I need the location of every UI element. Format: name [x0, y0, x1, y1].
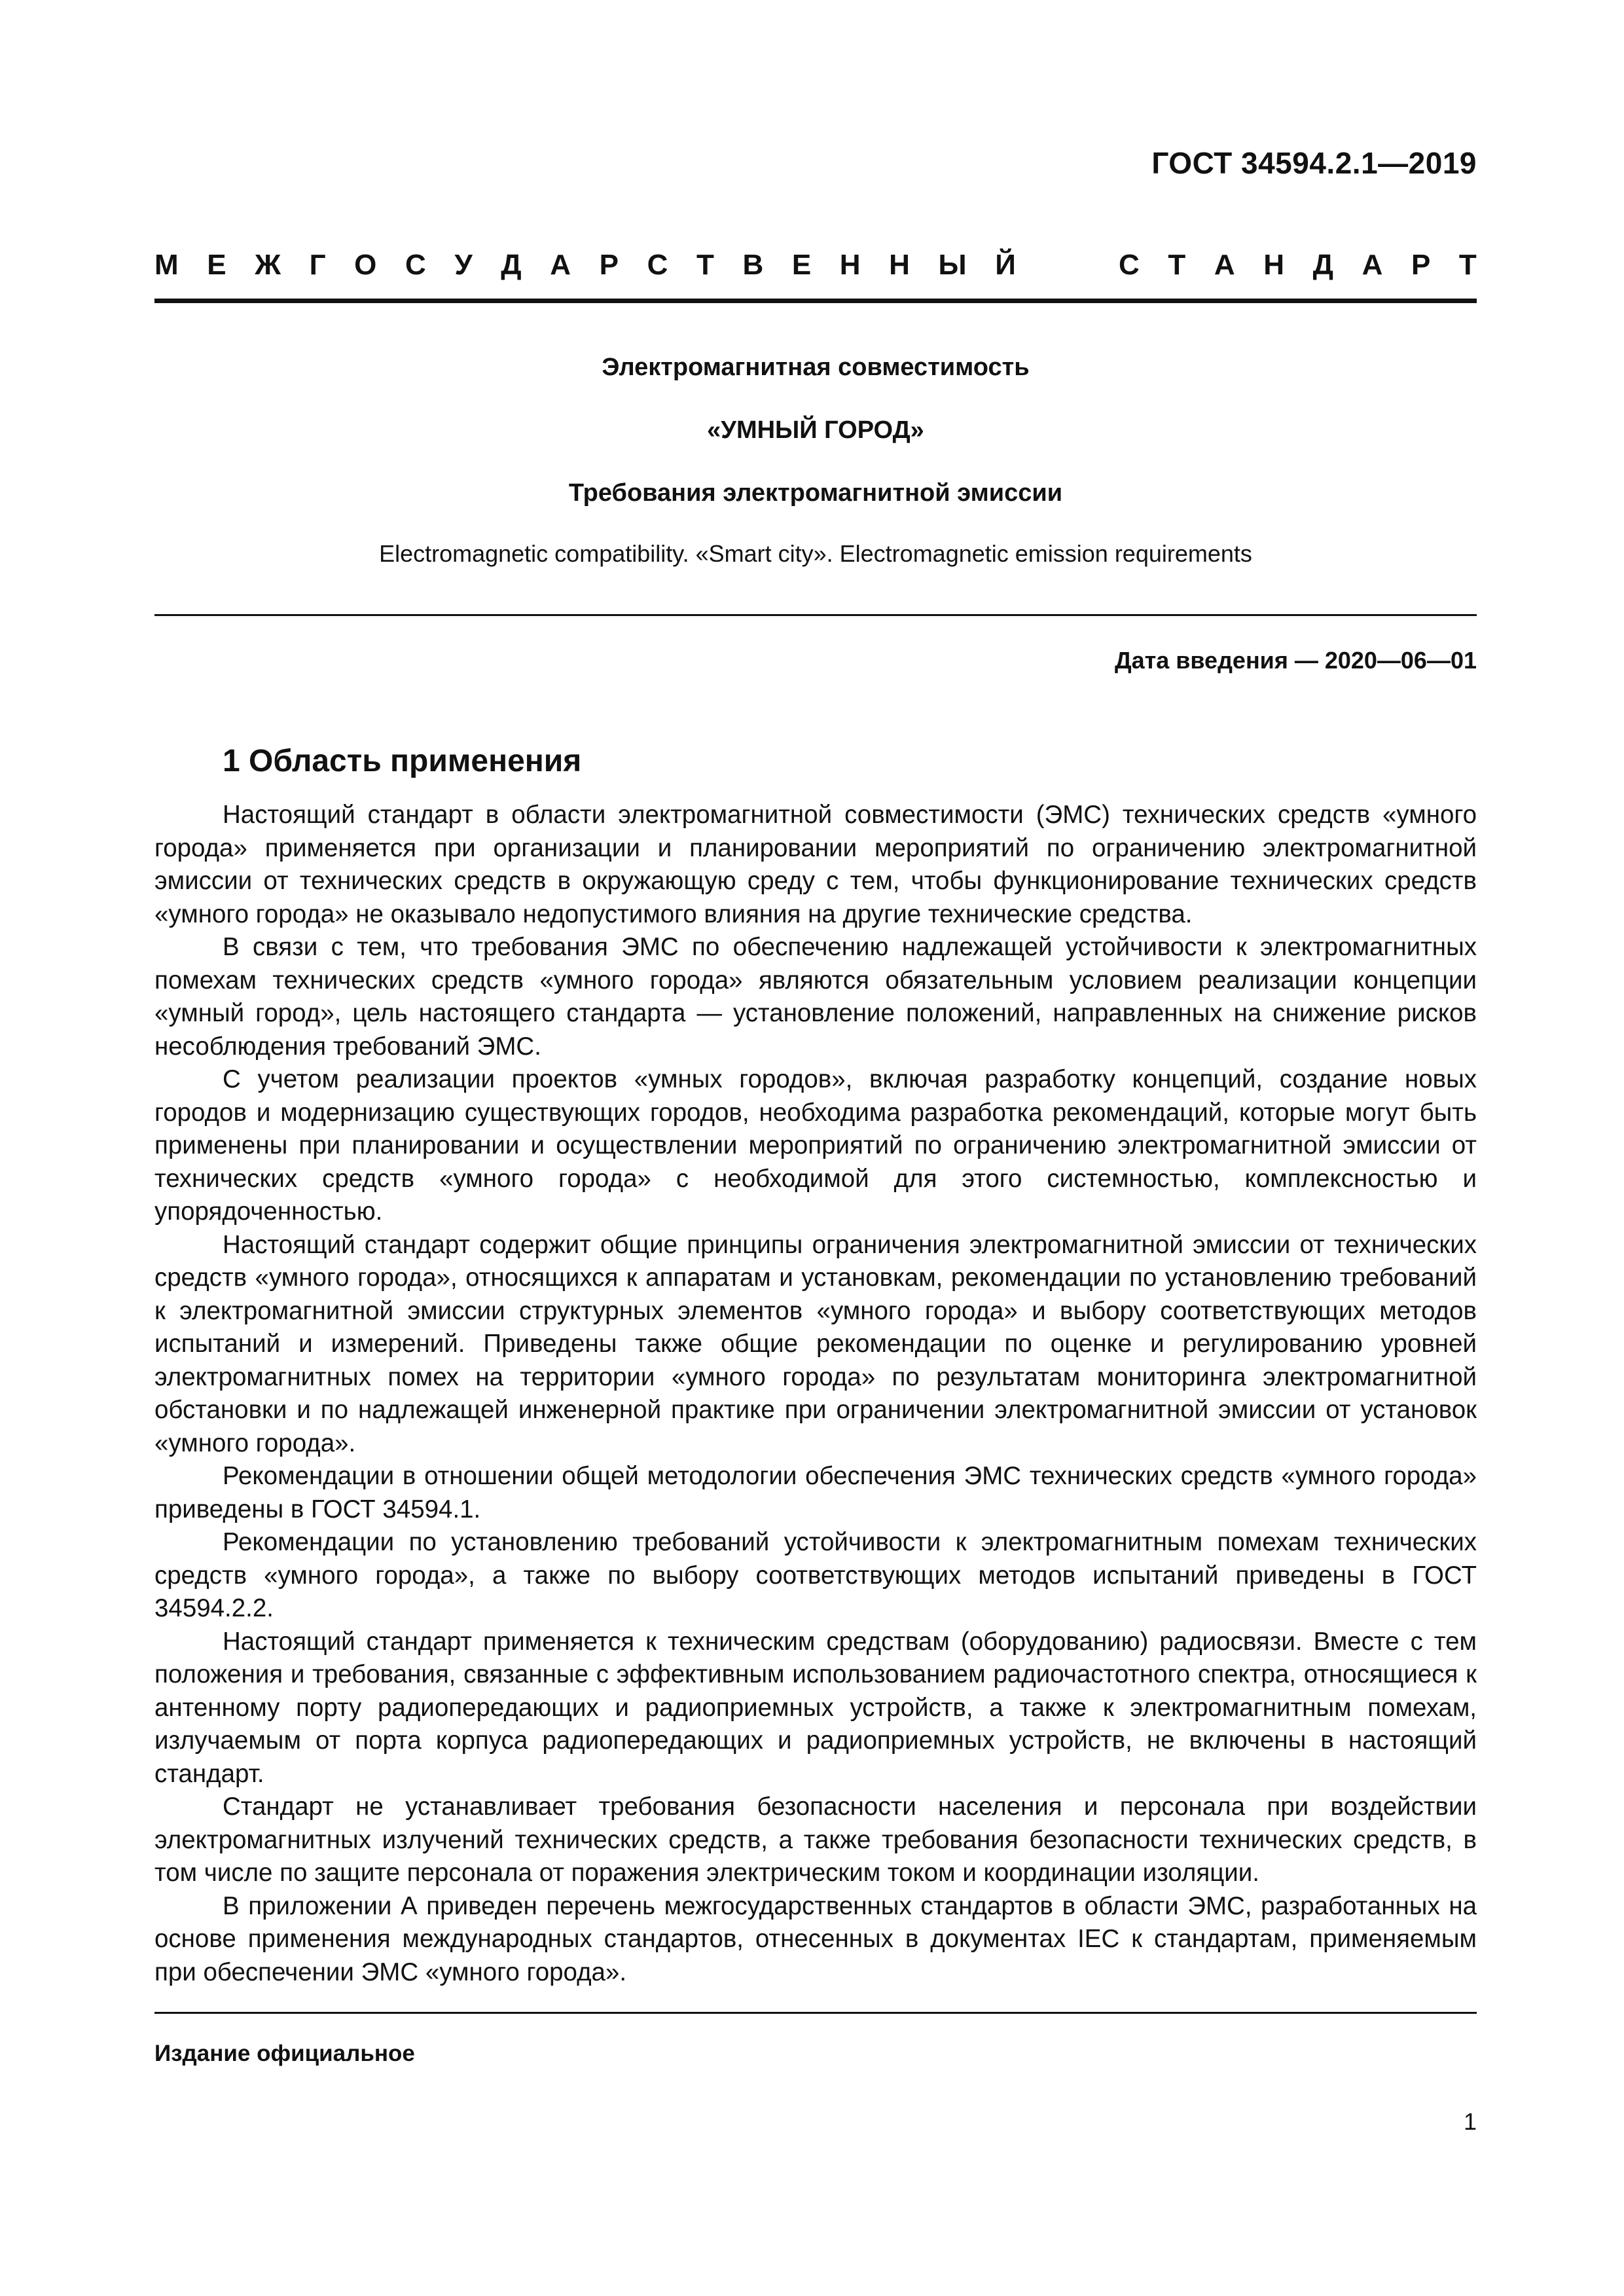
paragraph: Стандарт не устанавливает требования безопасности населения и персонала при воздействии электромагнитных излучений технических средств, а также требования безопасности технических средств, в том числе по защите персонала от поражения электрическим током и координации изоляции. — [154, 1793, 1477, 1887]
paragraph: Рекомендации по установлению требований устойчивости к электромагнитным помехам технических средств «умного города», а также по выбору соответствующих методов испытаний приведены в ГОСТ 34594.2.2. — [154, 1528, 1477, 1622]
paragraph: В приложении А приведен перечень межгосударственных стандартов в области ЭМС, разработанных на основе применения международных стандартов, отнесенных в документах IEC к стандартам, применяемым при обеспечении ЭМС «умного города». — [154, 1891, 1477, 1986]
letter: Ж — [255, 249, 281, 281]
title-english: Electromagnetic compatibility. «Smart city». Electromagnetic emission requirements — [379, 540, 1252, 567]
letter: Н — [889, 249, 910, 281]
letter: Т — [1458, 249, 1477, 281]
paragraph: Настоящий стандарт содержит общие принципы ограничения электромагнитной эмиссии от технических средств «умного города», относящихся к аппаратам и установкам, рекомендации по установлению требований к электромагнитной эмиссии структурных элементов «умного города» и выбору соответствующих методов испытаний и измерений. Приведены также общие рекомендации по оценке и регулированию уровней электромагнитных помех на территории «умного города» по результатам мониторинга электромагнитной обстановки и по надлежащей инженерной практике при ограничении электромагнитной эмиссии от установок «умного города». — [154, 1230, 1477, 1457]
title-divider — [154, 614, 1477, 616]
letter: С — [647, 249, 668, 281]
paragraph: Настоящий стандарт применяется к техническим средствам (оборудованию) радиосвязи. Вместе с тем положения и требования, связанные с эффективным использованием радиочастотного спектра, относящиеся к антенному порту радиопередающих и радиоприемных устройств, а также к электромагнитным помехам, излучаемым от порта корпуса радиопередающих и радиоприемных устройств, не включены в настоящий стандарт. — [154, 1627, 1477, 1788]
letter: Р — [1411, 249, 1431, 281]
page-number: 1 — [1463, 2108, 1477, 2135]
letter: Е — [791, 249, 812, 281]
section-heading: 1 Область применения — [223, 744, 582, 778]
letter: Н — [839, 249, 861, 281]
paragraph: Рекомендации в отношении общей методологии обеспечения ЭМС технических средств «умного города» приведены в ГОСТ 34594.1. — [154, 1462, 1477, 1523]
header-divider — [154, 299, 1477, 303]
standard-kind-heading — [154, 249, 1477, 285]
letter: Р — [599, 249, 619, 281]
footer-divider — [154, 2012, 1477, 2014]
letter: М — [154, 249, 179, 281]
letter: Д — [1312, 249, 1333, 281]
letter: С — [1119, 249, 1140, 281]
title-block — [154, 352, 1477, 592]
document-number: ГОСТ 34594.2.1—2019 — [1151, 146, 1477, 180]
letter: С — [405, 249, 426, 281]
letter: А — [550, 249, 571, 281]
section-body — [154, 799, 1477, 1989]
intro-date: Дата введения — 2020—06—01 — [1114, 647, 1477, 674]
letter: А — [1214, 249, 1235, 281]
letter: Д — [501, 249, 522, 281]
paragraph: С учетом реализации проектов «умных городов», включая разработку концепций, создание новых городов и модернизацию существующих городов, необходима разработка рекомендаций, которые могут быть применены при планировании и осуществлении мероприятий по ограничению электромагнитной эмиссии от технических средств «умного города» с необходимой для этого системностью, комплексностью и упорядоченностью. — [154, 1065, 1477, 1226]
title-line-2: «УМНЫЙ ГОРОД» — [707, 416, 924, 444]
title-line-3: Требования электромагнитной эмиссии — [568, 479, 1063, 507]
letter: Ы — [938, 249, 967, 281]
letter: В — [742, 249, 764, 281]
letter: У — [454, 249, 473, 281]
letter: Е — [207, 249, 226, 281]
letter: Т — [1168, 249, 1186, 281]
document-page — [154, 0, 1477, 2296]
letter: Г — [309, 249, 326, 281]
title-line-1: Электромагнитная совместимость — [602, 354, 1030, 381]
word-gap — [1044, 249, 1090, 285]
letter: Н — [1263, 249, 1285, 281]
edition-label: Издание официальное — [154, 2041, 415, 2066]
letter: О — [354, 249, 377, 281]
paragraph: Настоящий стандарт в области электромагнитной совместимости (ЭМС) технических средств «умного города» применяется при организации и планировании мероприятий по ограничению электромагнитной эмиссии от технических средств в окружающую среду с тем, чтобы функционирование технических средств «умного города» не оказывало недопустимого влияния на другие технические средства. — [154, 801, 1477, 928]
paragraph: В связи с тем, что требования ЭМС по обеспечению надлежащей устойчивости к электромагнитных помехам технических средств «умного города» являются обязательным условием реализации концепции «умный город», цель настоящего стандарта — установление положений, направленных на снижение рисков несоблюдения требований ЭМС. — [154, 933, 1477, 1061]
letter: А — [1362, 249, 1383, 281]
letter: Т — [696, 249, 714, 281]
letter: Й — [995, 249, 1016, 281]
